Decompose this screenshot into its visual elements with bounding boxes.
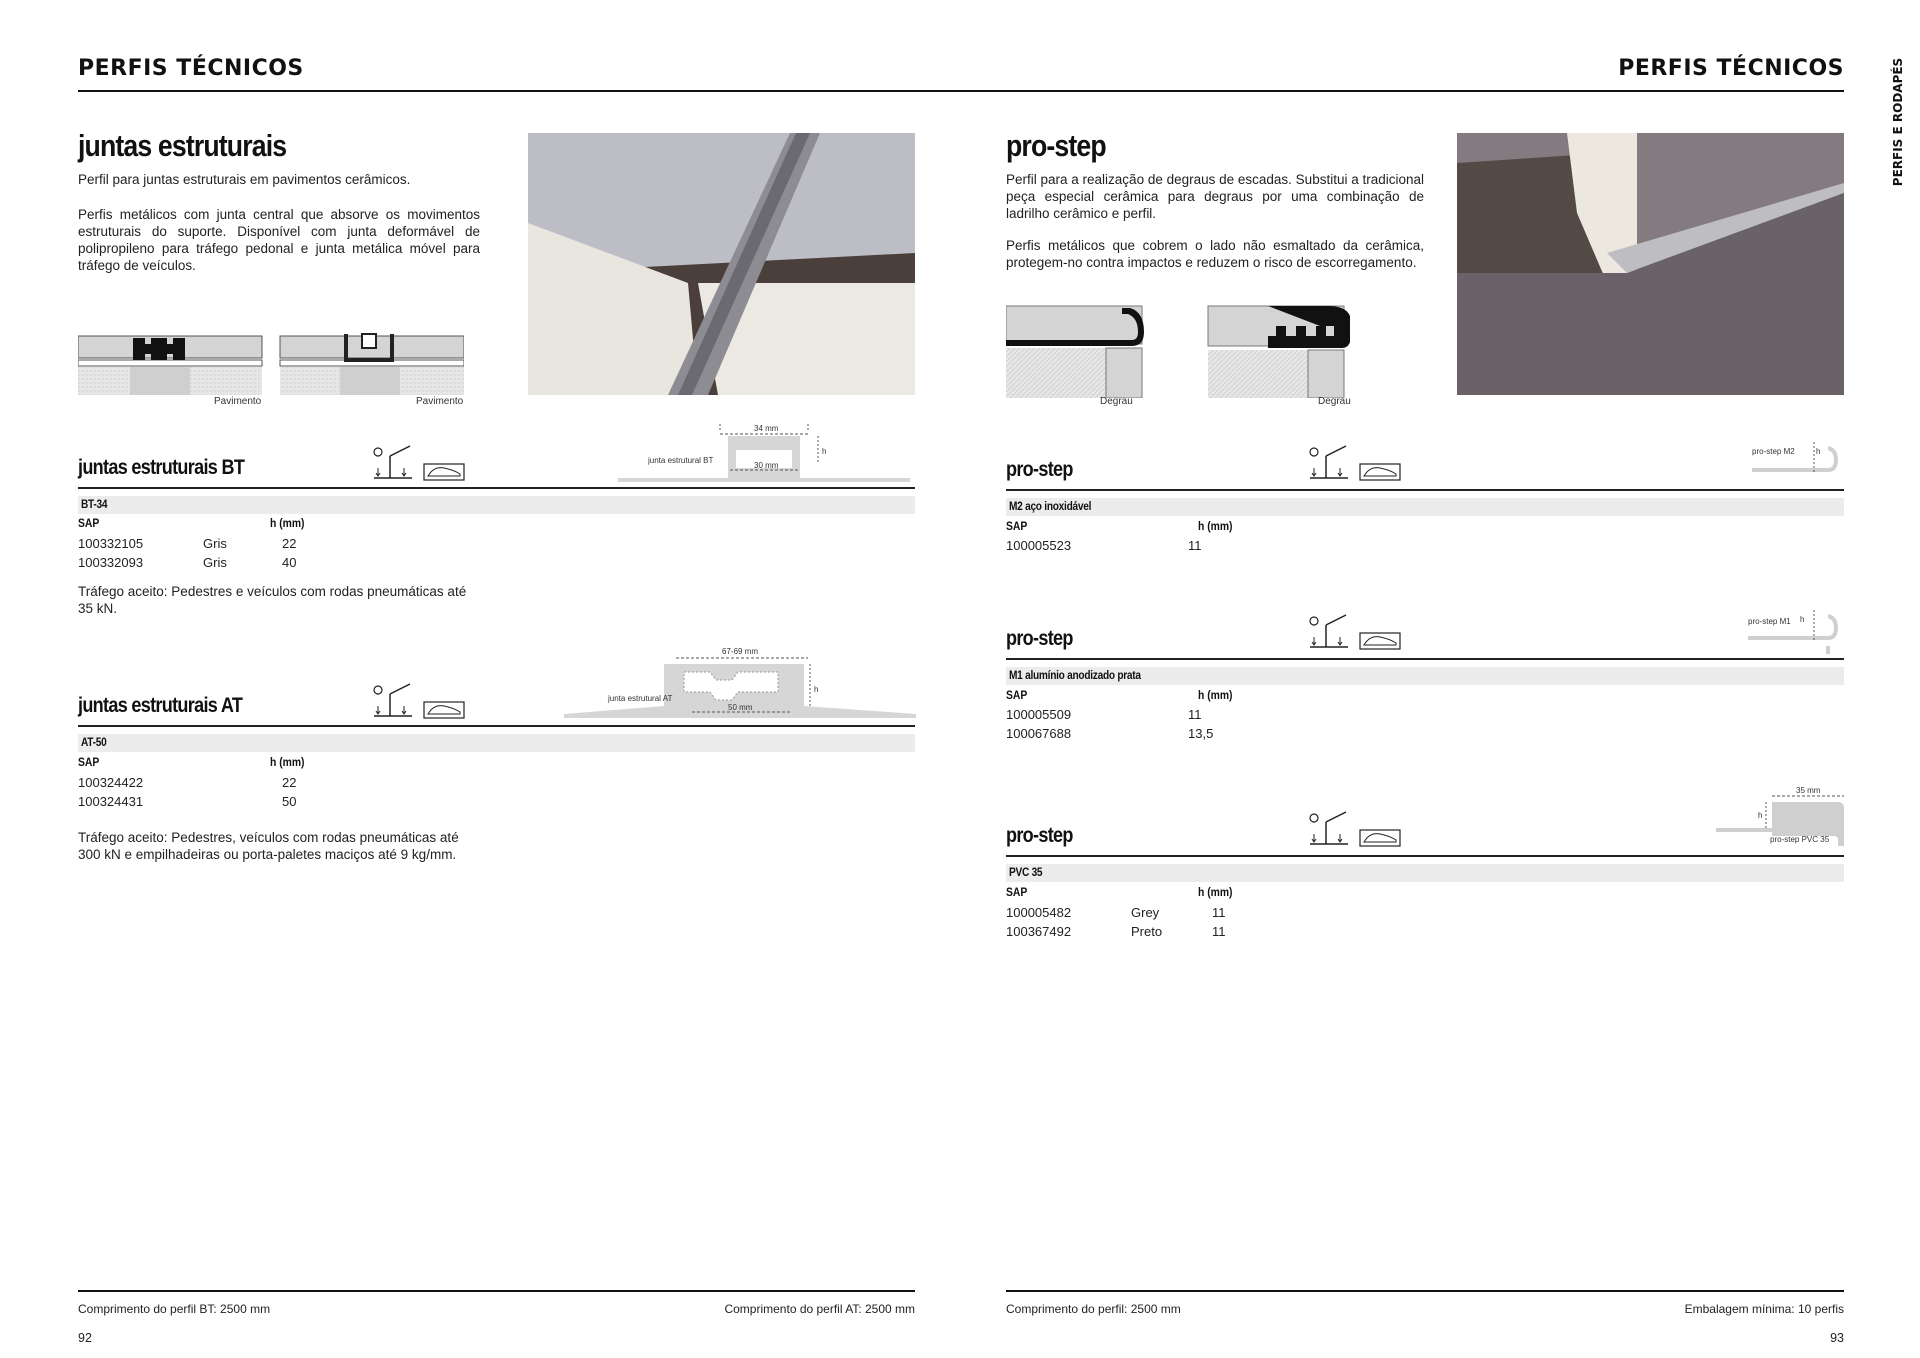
at-schematic xyxy=(564,644,918,720)
m2-schematic xyxy=(1748,432,1846,484)
bt-dim-h: h xyxy=(822,447,827,456)
diagram-caption-degrau-1: Degrau xyxy=(1100,396,1133,407)
pvc-row-2-color: Preto xyxy=(1131,924,1163,939)
m1-usage-icons xyxy=(1306,613,1402,651)
footer-at-length: Comprimento do perfil AT: 2500 mm xyxy=(724,1302,915,1316)
bt-col-sap: SAP xyxy=(78,518,100,530)
juntas-intro: Perfil para juntas estruturais em pavimentos cerâmicos. xyxy=(78,172,411,187)
footer-bt-length: Comprimento do perfil BT: 2500 mm xyxy=(78,1302,271,1316)
bt-dim-bottom: 30 mm xyxy=(754,461,779,470)
pro-step-product-photo xyxy=(1457,133,1844,395)
bt-dim-top: 34 mm xyxy=(754,424,779,433)
pvc-usage-icons xyxy=(1306,810,1402,848)
pvc-title: pro-step xyxy=(1006,824,1073,847)
m2-band xyxy=(1006,498,1844,516)
pvc-row-1-color: Grey xyxy=(1131,905,1160,920)
bt-schematic-label: junta estrutural BT xyxy=(648,456,714,465)
bt-row-2-color: Gris xyxy=(203,555,227,570)
right-page-header: PERFIS TÉCNICOS xyxy=(1618,56,1844,81)
m1-col-h: h (mm) xyxy=(1198,690,1233,702)
page-number-right: 93 xyxy=(1830,1331,1844,1345)
bt-traffic-note: Tráfego aceito: Pedestres e veículos com rodas pneumáticas até 35 kN. xyxy=(78,584,467,616)
pvc-row-1-h: 11 xyxy=(1212,905,1226,920)
at-usage-icons xyxy=(370,682,466,720)
m1-schematic-label: pro-step M1 xyxy=(1748,617,1791,626)
m2-col-h: h (mm) xyxy=(1198,521,1233,533)
at-col-sap: SAP xyxy=(78,757,100,769)
at-band xyxy=(78,734,915,752)
m1-row-1-sap: 100005509 xyxy=(1006,707,1072,722)
at-band-label: AT-50 xyxy=(81,737,107,749)
m1-dim-h: h xyxy=(1800,615,1805,624)
pro-step-cross-section-diagrams xyxy=(1006,302,1386,398)
bt-usage-icons xyxy=(370,444,466,482)
m1-schematic xyxy=(1744,600,1846,654)
m1-row-2-h: 13,5 xyxy=(1188,726,1214,741)
m2-dim-h: h xyxy=(1816,447,1821,456)
m2-row-1-sap: 100005523 xyxy=(1006,538,1072,553)
pvc-row-2-sap: 100367492 xyxy=(1006,924,1072,939)
pvc-row-1-sap: 100005482 xyxy=(1006,905,1072,920)
page-number-left: 92 xyxy=(78,1331,92,1345)
pvc-dim-top: 35 mm xyxy=(1796,786,1821,795)
diagram-caption-pavimento-2: Pavimento xyxy=(416,396,464,407)
juntas-description: Perfis metálicos com junta central que absorve os movimentos estruturais do suporte. Disponível com junta deformável de polipropileno para tráfego pedonal e junta metálica móvel para tráfego de veículos. xyxy=(78,207,480,273)
m2-usage-icons xyxy=(1306,444,1402,482)
juntas-product-photo xyxy=(528,133,915,395)
bt-row-1-color: Gris xyxy=(203,536,227,551)
pvc-col-h: h (mm) xyxy=(1198,887,1233,899)
pvc-col-sap: SAP xyxy=(1006,887,1028,899)
m1-col-sap: SAP xyxy=(1006,690,1028,702)
bt-row-1-h: 22 xyxy=(282,536,297,551)
header-rule xyxy=(78,90,1844,92)
section-title-pro-step: pro-step xyxy=(1006,128,1106,163)
juntas-cross-section-diagrams xyxy=(78,330,464,412)
at-row-1-sap: 100324422 xyxy=(78,775,144,790)
footer-min-packaging: Embalagem mínima: 10 perfis xyxy=(1684,1302,1844,1316)
at-row-2-sap: 100324431 xyxy=(78,794,144,809)
section-title-juntas: juntas estruturais xyxy=(78,128,287,163)
m2-col-sap: SAP xyxy=(1006,521,1028,533)
at-dim-top: 67-69 mm xyxy=(722,647,759,656)
at-schematic-label: junta estrutural AT xyxy=(608,694,673,703)
m2-row-1-h: 11 xyxy=(1188,538,1202,553)
pvc-row-2-h: 11 xyxy=(1212,924,1226,939)
bt-title: juntas estruturais BT xyxy=(78,456,245,479)
footer-profile-length: Comprimento do perfil: 2500 mm xyxy=(1006,1302,1181,1316)
right-footer-rule xyxy=(1006,1290,1844,1292)
m2-title: pro-step xyxy=(1006,458,1073,481)
pro-step-description: Perfis metálicos que cobrem o lado não esmaltado da cerâmica, protegem-no contra impactos e reduzem o risco de escorregamento. xyxy=(1006,238,1424,270)
bt-col-h: h (mm) xyxy=(270,518,305,530)
pvc-schematic-label: pro-step PVC 35 xyxy=(1770,835,1830,844)
at-dim-bottom: 50 mm xyxy=(728,703,753,712)
pvc-band xyxy=(1006,864,1844,882)
pro-step-intro: Perfil para a realização de degraus de escadas. Substitui a tradicional peça especial cerâmica para degraus por uma combinação de ladrilho cerâmico e perfil. xyxy=(1006,172,1424,221)
bt-row-2-sap: 100332093 xyxy=(78,555,144,570)
at-row-1-h: 22 xyxy=(282,775,297,790)
side-tab[interactable]: PERFIS E RODAPÉS xyxy=(1891,57,1905,187)
bt-row-2-h: 40 xyxy=(282,555,297,570)
diagram-caption-degrau-2: Degrau xyxy=(1318,396,1351,407)
left-footer-rule xyxy=(78,1290,915,1292)
bt-row-1-sap: 100332105 xyxy=(78,536,144,551)
m1-title: pro-step xyxy=(1006,627,1073,650)
bt-schematic xyxy=(618,420,918,482)
pvc-band-label: PVC 35 xyxy=(1009,867,1043,879)
left-page-header: PERFIS TÉCNICOS xyxy=(78,56,304,81)
at-title: juntas estruturais AT xyxy=(78,694,243,717)
at-traffic-note: Tráfego aceito: Pedestres, veículos com rodas pneumáticas até 300 kN e empilhadeiras ou porta-paletes maciços até 9 kg/mm. xyxy=(78,830,459,862)
bt-band-label: BT-34 xyxy=(81,499,108,511)
pvc-dim-h: h xyxy=(1758,811,1763,820)
m1-row-1-h: 11 xyxy=(1188,707,1202,722)
at-row-2-h: 50 xyxy=(282,794,297,809)
pvc-schematic xyxy=(1716,784,1846,854)
m1-row-2-sap: 100067688 xyxy=(1006,726,1072,741)
m2-schematic-label: pro-step M2 xyxy=(1752,447,1795,456)
at-col-h: h (mm) xyxy=(270,757,305,769)
m2-band-label: M2 aço inoxidável xyxy=(1009,501,1092,513)
m1-band-label: M1 alumínio anodizado prata xyxy=(1009,670,1141,682)
at-dim-h: h xyxy=(814,685,819,694)
diagram-caption-pavimento-1: Pavimento xyxy=(214,396,262,407)
bt-band xyxy=(78,496,915,514)
